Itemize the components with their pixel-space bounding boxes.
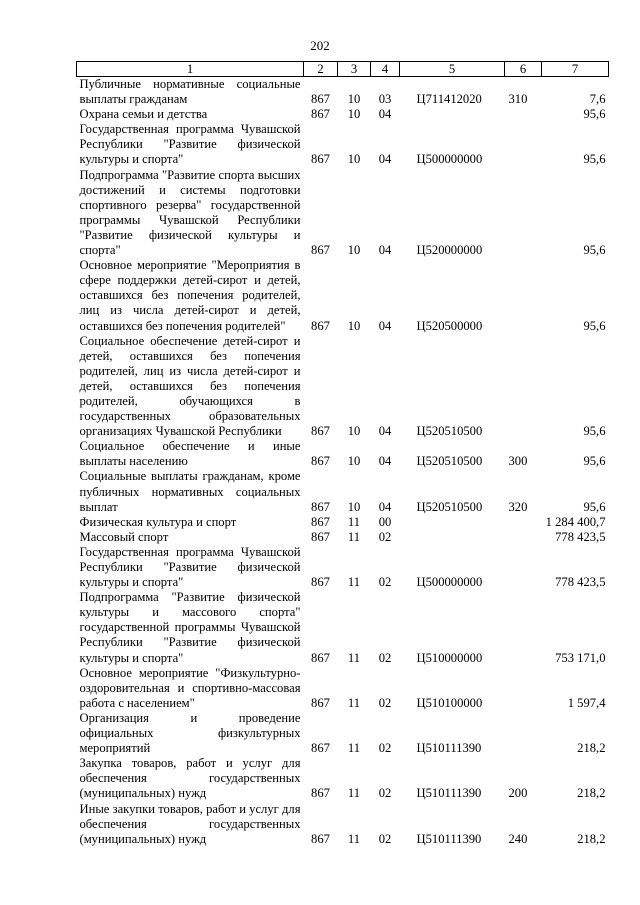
row-name: Государственная программа Чувашской Республики "Развитие физической культуры и спорта" xyxy=(79,544,301,590)
row-cs: Ц510100000 xyxy=(416,695,483,710)
row-name: Основное мероприятие "Мероприятия в сфере поддержки детей-сирот и детей, оставшихся без попечения родителей, лиц из числа детей-сирот и детей, оставшихся без попечения родителей" xyxy=(79,258,301,333)
row-pr: 04 xyxy=(378,152,392,167)
row-name: Организация и проведение официальных физкультурных мероприятий xyxy=(79,710,301,756)
table-row xyxy=(77,530,609,545)
table-row xyxy=(77,711,609,756)
row-cs xyxy=(400,515,505,530)
row-pr: 04 xyxy=(378,107,392,122)
row-gr: 867 xyxy=(311,318,330,333)
row-pr: 02 xyxy=(378,786,392,801)
header-col-1: 1 xyxy=(77,62,304,77)
row-sum: 95,6 xyxy=(583,499,606,514)
row-rz: 10 xyxy=(347,152,361,167)
row-pr: 04 xyxy=(378,424,392,439)
row-rz: 10 xyxy=(347,243,361,258)
row-gr: 867 xyxy=(311,786,330,801)
row-rz: 11 xyxy=(347,786,361,801)
table-row xyxy=(77,258,609,333)
row-vr xyxy=(505,545,542,590)
row-cs: Ц510000000 xyxy=(416,650,483,665)
row-cs: Ц500000000 xyxy=(416,575,483,590)
row-name: Публичные нормативные социальные выплаты гражданам xyxy=(79,77,301,107)
row-cs: Ц510111390 xyxy=(416,831,482,846)
table-row xyxy=(77,77,609,108)
header-row xyxy=(77,62,609,77)
row-vr: 200 xyxy=(508,786,528,801)
row-name: Иные закупки товаров, работ и услуг для обеспечения государственных (муниципальных) нужд xyxy=(79,801,301,846)
row-pr: 04 xyxy=(378,243,392,258)
row-vr: 320 xyxy=(508,499,528,514)
row-name: Охрана семьи и детства xyxy=(79,107,208,122)
header-col-7: 7 xyxy=(542,62,609,77)
row-name: Подпрограмма "Развитие физической культуры и массового спорта" государственной программы Чувашской Республики "Развитие физической культуры и спорта" xyxy=(79,590,301,665)
row-sum: 95,6 xyxy=(583,318,606,333)
row-cs: Ц520510500 xyxy=(416,424,483,439)
table-row xyxy=(77,469,609,514)
row-vr xyxy=(505,122,542,167)
header-col-6: 6 xyxy=(505,62,542,77)
row-sum: 218,2 xyxy=(577,831,606,846)
row-name: Подпрограмма "Развитие спорта высших достижений и системы подготовки спортивного резерва" государственной программы Чувашской Республики "Развитие физической культуры и спорта" xyxy=(79,167,301,258)
row-rz: 11 xyxy=(347,695,361,710)
row-vr xyxy=(505,666,542,711)
row-gr: 867 xyxy=(311,514,330,529)
row-vr xyxy=(505,107,542,122)
row-pr: 02 xyxy=(378,650,392,665)
row-name: Государственная программа Чувашской Республики "Развитие физической культуры и спорта" xyxy=(79,122,301,167)
row-name: Физическая культура и спорт xyxy=(79,514,237,529)
row-cs: Ц711412020 xyxy=(416,92,482,107)
row-rz: 10 xyxy=(347,499,361,514)
row-gr: 867 xyxy=(311,152,330,167)
row-pr: 02 xyxy=(378,575,392,590)
table-row xyxy=(77,334,609,440)
budget-table xyxy=(76,61,609,847)
row-name: Закупка товаров, работ и услуг для обеспечения государственных (муниципальных) нужд xyxy=(79,756,301,801)
row-vr xyxy=(505,334,542,440)
row-pr: 02 xyxy=(378,695,392,710)
row-pr: 04 xyxy=(378,454,392,469)
header-col-3: 3 xyxy=(338,62,371,77)
row-pr: 02 xyxy=(378,831,392,846)
row-gr: 867 xyxy=(311,243,330,258)
table-header xyxy=(77,62,609,77)
row-cs: Ц520000000 xyxy=(416,243,483,258)
row-rz: 11 xyxy=(347,650,361,665)
row-pr: 04 xyxy=(378,318,392,333)
row-rz: 10 xyxy=(347,454,361,469)
row-cs: Ц510111390 xyxy=(416,741,482,756)
row-rz: 10 xyxy=(347,107,361,122)
row-rz: 10 xyxy=(347,318,361,333)
row-sum: 778 423,5 xyxy=(555,575,606,590)
row-gr: 867 xyxy=(311,529,330,544)
table-row xyxy=(77,168,609,259)
table-row xyxy=(77,122,609,167)
row-name: Социальное обеспечение детей-сирот и детей, оставшихся без попечения родителей, лиц из числа детей-сирот и детей, оставшихся без попечения родителей, обучающихся в государственных образовательных организациях Чувашской Республики xyxy=(79,333,301,439)
header-col-4: 4 xyxy=(371,62,400,77)
row-pr: 03 xyxy=(378,92,392,107)
table-row xyxy=(77,545,609,590)
row-vr xyxy=(505,168,542,259)
row-gr: 867 xyxy=(311,650,330,665)
row-gr: 867 xyxy=(311,695,330,710)
row-sum: 95,6 xyxy=(583,243,606,258)
page-number: 202 xyxy=(310,38,330,53)
row-cs: Ц510111390 xyxy=(416,786,482,801)
table-row xyxy=(77,590,609,665)
row-pr: 02 xyxy=(378,741,392,756)
table-row xyxy=(77,802,609,847)
row-pr: 00 xyxy=(378,514,392,529)
row-vr: 240 xyxy=(508,831,528,846)
row-gr: 867 xyxy=(311,575,330,590)
table-body xyxy=(77,77,609,847)
row-name: Массовый спорт xyxy=(79,529,169,544)
row-vr xyxy=(505,530,542,545)
row-rz: 11 xyxy=(347,575,361,590)
row-sum: 218,2 xyxy=(577,786,606,801)
row-vr: 310 xyxy=(508,92,528,107)
row-name: Основное мероприятие "Физкультурно-оздоровительная и спортивно-массовая работа с населением" xyxy=(79,665,301,710)
row-rz: 11 xyxy=(347,831,361,846)
row-gr: 867 xyxy=(311,741,330,756)
row-cs: Ц520510500 xyxy=(416,499,483,514)
row-cs: Ц520510500 xyxy=(416,454,483,469)
row-rz: 10 xyxy=(347,92,361,107)
row-name: Социальные выплаты гражданам, кроме публичных нормативных социальных выплат xyxy=(79,469,301,514)
header-col-2: 2 xyxy=(304,62,338,77)
table-row xyxy=(77,515,609,530)
row-gr: 867 xyxy=(311,92,330,107)
row-rz: 11 xyxy=(347,514,361,529)
row-vr xyxy=(505,258,542,333)
row-cs xyxy=(400,530,505,545)
row-vr xyxy=(505,711,542,756)
row-sum: 753 171,0 xyxy=(555,650,606,665)
row-sum: 95,6 xyxy=(583,424,606,439)
row-gr: 867 xyxy=(311,499,330,514)
row-sum: 1 284 400,7 xyxy=(545,514,606,529)
header-col-5: 5 xyxy=(400,62,505,77)
row-cs: Ц520500000 xyxy=(416,318,483,333)
table-row xyxy=(77,439,609,469)
row-rz: 10 xyxy=(347,424,361,439)
row-sum: 95,6 xyxy=(583,107,606,122)
row-vr xyxy=(505,590,542,665)
row-gr: 867 xyxy=(311,107,330,122)
row-sum: 218,2 xyxy=(577,741,606,756)
row-sum: 1 597,4 xyxy=(567,695,606,710)
table-row xyxy=(77,756,609,801)
row-cs xyxy=(400,107,505,122)
row-pr: 04 xyxy=(378,499,392,514)
row-pr: 02 xyxy=(378,529,392,544)
row-sum: 95,6 xyxy=(583,152,606,167)
table-row xyxy=(77,666,609,711)
row-gr: 867 xyxy=(311,831,330,846)
row-name: Социальное обеспечение и иные выплаты населению xyxy=(79,439,301,469)
row-cs: Ц500000000 xyxy=(416,152,483,167)
row-vr: 300 xyxy=(508,454,528,469)
row-sum: 95,6 xyxy=(583,454,606,469)
table-row xyxy=(77,107,609,122)
row-rz: 11 xyxy=(347,741,361,756)
row-gr: 867 xyxy=(311,454,330,469)
row-sum: 778 423,5 xyxy=(555,529,606,544)
row-rz: 11 xyxy=(347,529,361,544)
row-sum: 7,6 xyxy=(589,92,606,107)
row-vr xyxy=(505,515,542,530)
row-gr: 867 xyxy=(311,424,330,439)
